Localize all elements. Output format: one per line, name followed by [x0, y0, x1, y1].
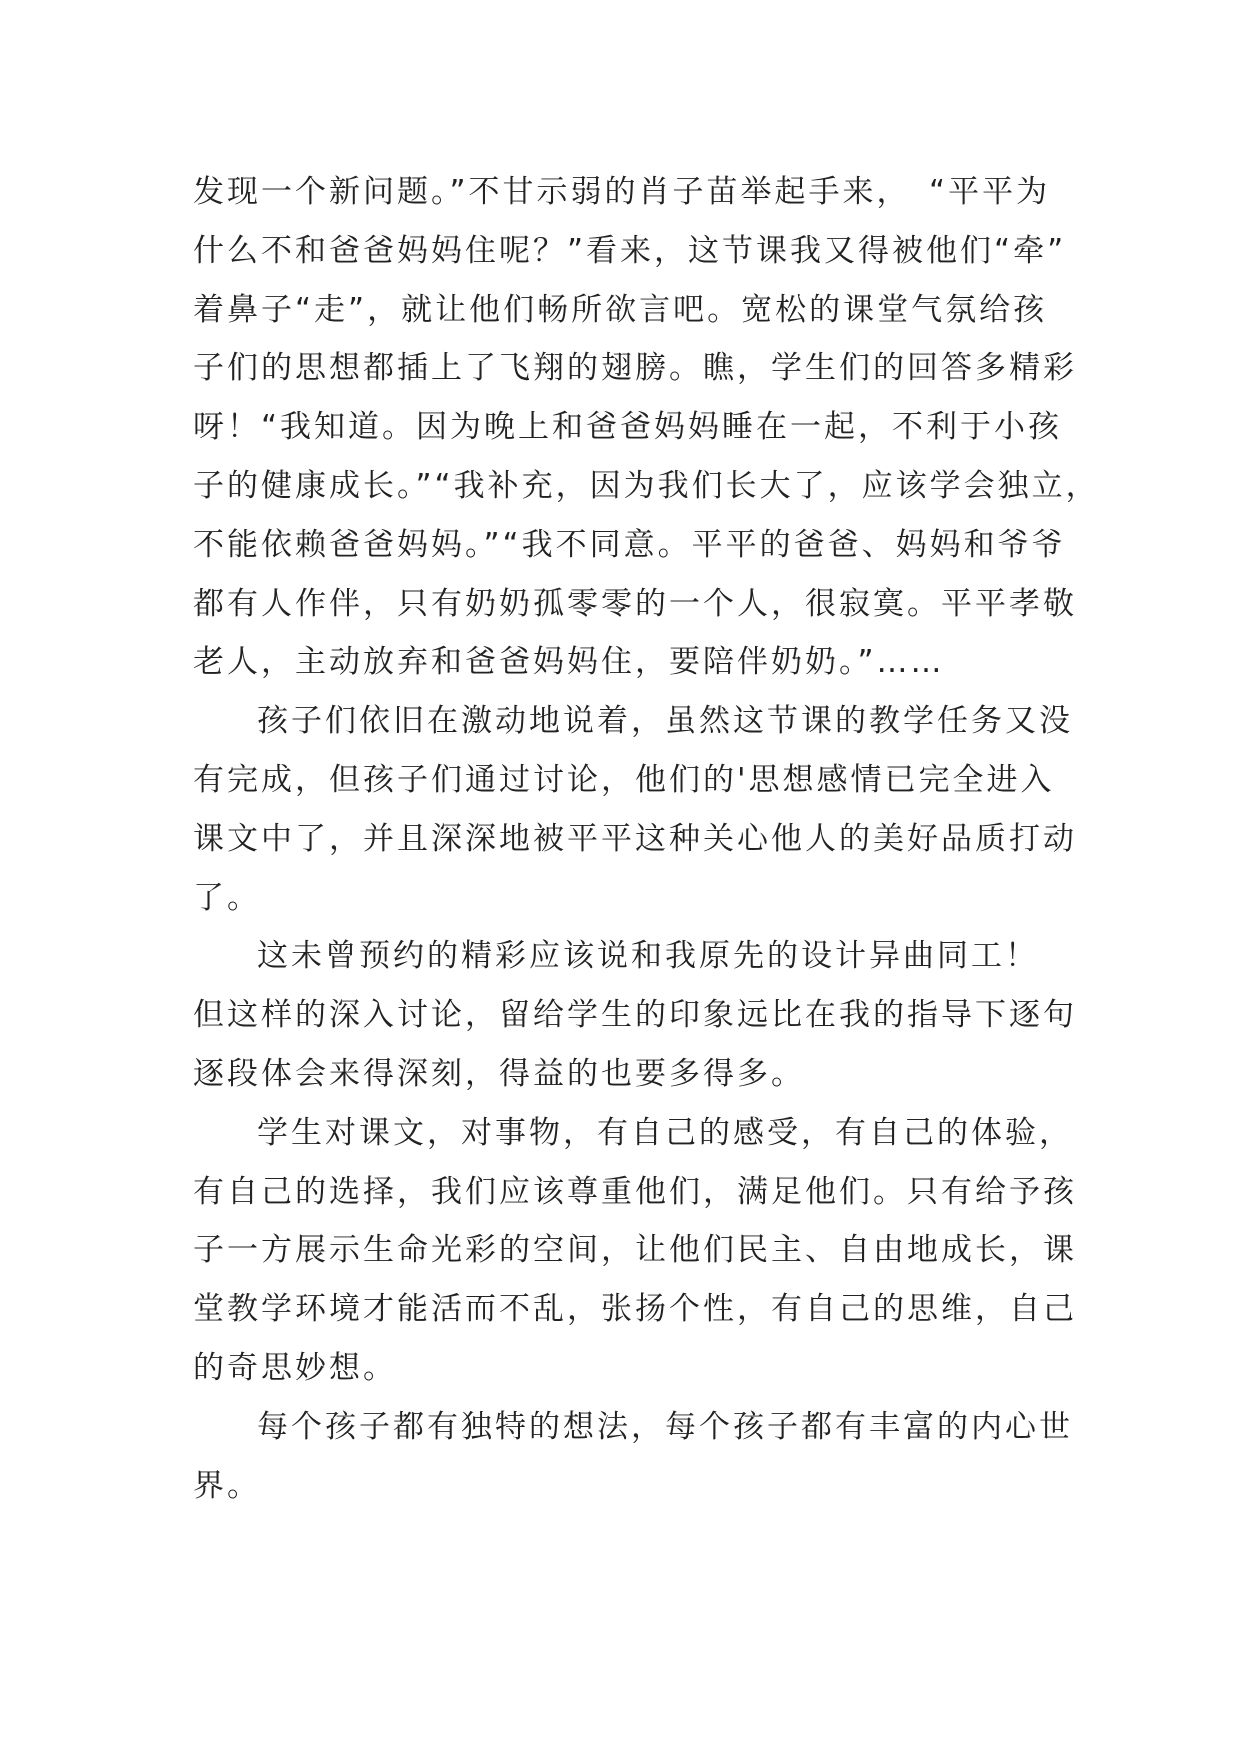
text-line: 的奇思妙想。 [193, 1349, 397, 1386]
text-line: 但这样的深入讨论，留给学生的印象远比在我的指导下逐句 [193, 997, 1077, 1034]
text-line: 了。 [193, 879, 261, 916]
paragraph-start-line: 孩子们依旧在激动地说着，虽然这节课的教学任务又没 [257, 703, 1073, 740]
text-line: 有自己的选择，我们应该尊重他们，满足他们。只有给予孩 [193, 1173, 1077, 1210]
text-line: 发现一个新问题。”不甘示弱的肖子苗举起手来， “平平为 [193, 174, 1051, 210]
paragraph-start-line: 这未曾预约的精彩应该说和我原先的设计异曲同工！ [257, 938, 1039, 975]
text-line: 子们的思想都插上了飞翔的翅膀。瞧，学生们的回答多精彩 [193, 350, 1077, 387]
paragraph-start-line: 学生对课文，对事物，有自己的感受，有自己的体验， [257, 1114, 1073, 1151]
paragraph-start-line: 每个孩子都有独特的想法，每个孩子都有丰富的内心世 [257, 1408, 1073, 1445]
text-line: 着鼻子“走”，就让他们畅所欲言吧。宽松的课堂气氛给孩 [193, 291, 1048, 328]
body-text [193, 163, 1100, 1515]
text-line: 子的健康成长。”“我补充，因为我们长大了，应该学会独立， [193, 467, 1100, 504]
text-line: 不能依赖爸爸妈妈。”“我不同意。平平的爸爸、妈妈和爷爷 [193, 526, 1066, 563]
text-line: 堂教学环境才能活而不乱，张扬个性，有自己的思维，自己 [193, 1291, 1077, 1328]
text-line: 老人，主动放弃和爸爸妈妈住，要陪伴奶奶。”…… [193, 644, 945, 681]
text-line: 呀！“我知道。因为晚上和爸爸妈妈睡在一起，不利于小孩 [193, 409, 1063, 446]
text-line: 逐段体会来得深刻，得益的也要多得多。 [193, 1055, 805, 1092]
text-line: 界。 [193, 1467, 261, 1504]
text-line: 有完成，但孩子们通过讨论，他们的'思想感情已完全进入 [193, 761, 1055, 798]
text-line: 什么不和爸爸妈妈住呢？”看来，这节课我又得被他们“牵” [193, 232, 1067, 269]
text-line: 都有人作伴，只有奶奶孤零零的一个人，很寂寞。平平孝敬 [193, 585, 1077, 622]
text-line: 课文中了，并且深深地被平平这种关心他人的美好品质打动 [193, 820, 1077, 857]
text-line: 子一方展示生命光彩的空间，让他们民主、自由地成长，课 [193, 1232, 1077, 1269]
